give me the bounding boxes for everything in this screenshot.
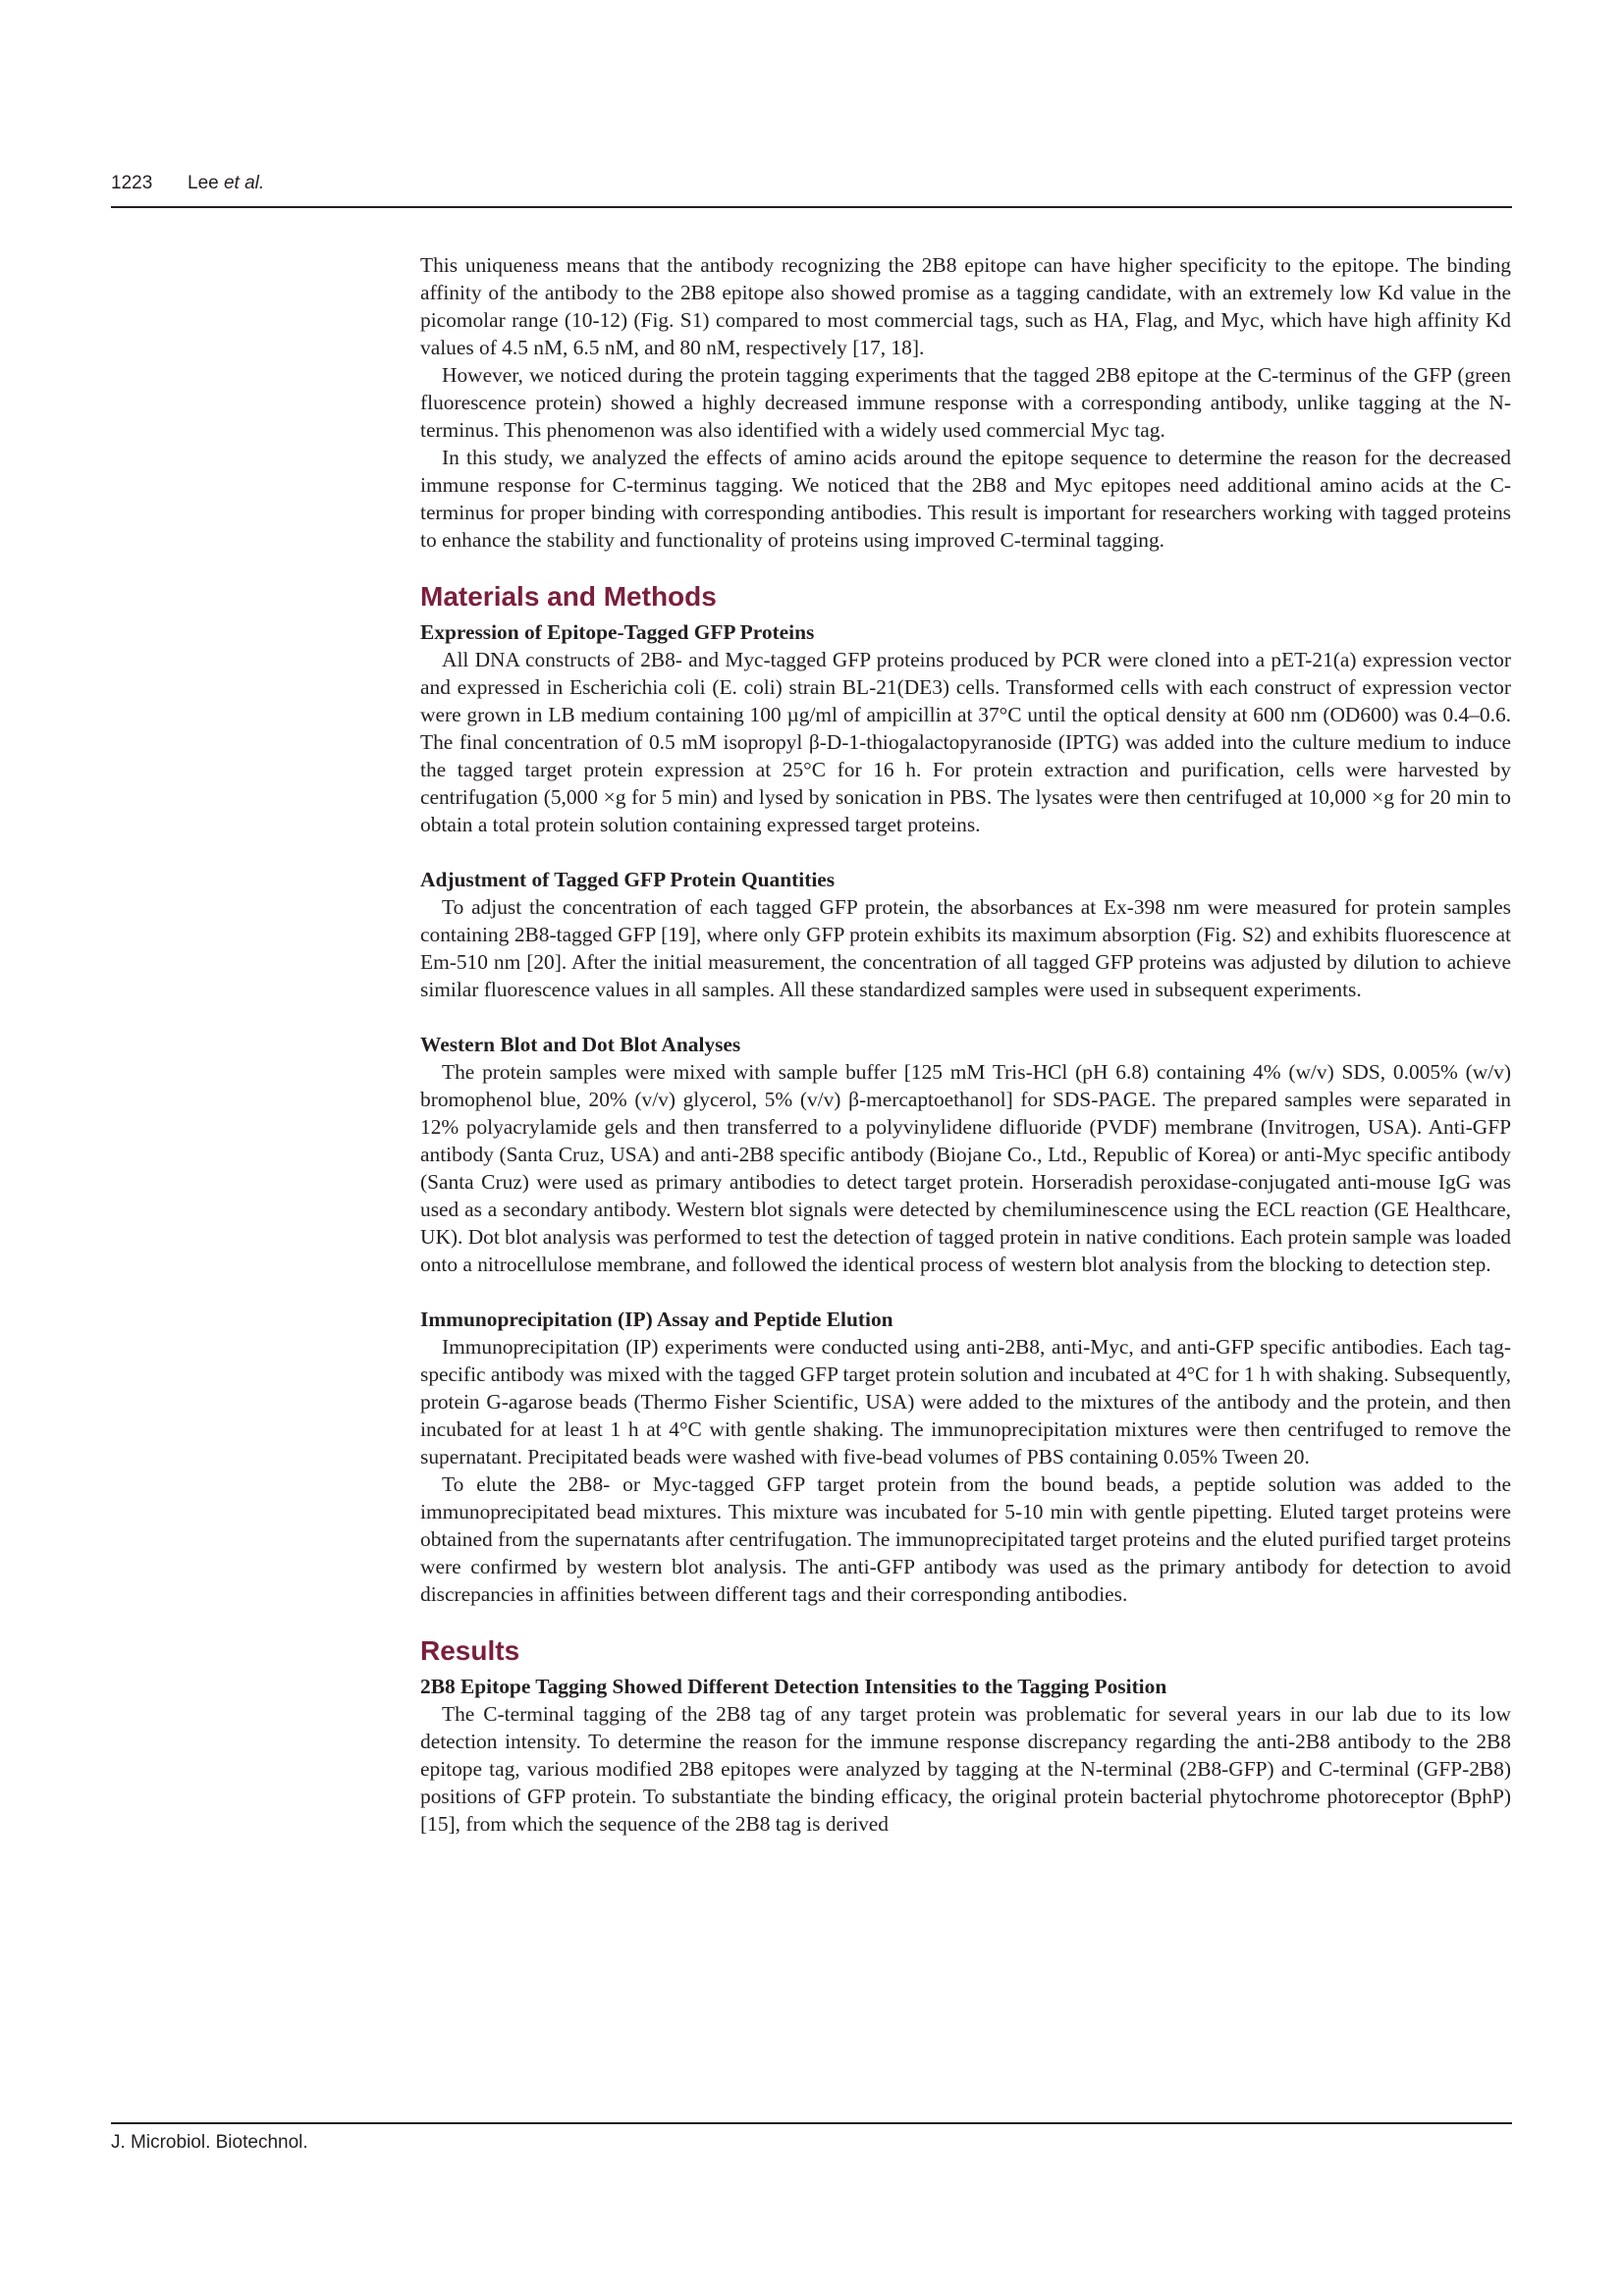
methods-ip-paragraph-2: To elute the 2B8- or Myc-tagged GFP target protein from the bound beads, a peptide solution was added to the immunoprecipitated bead mixtures. This mixture was incubated for 5-10 min with gentle pipetting. Eluted target proteins were obtained from the supernatants after centrifugation. The immunoprecipitated target proteins and the eluted purified target proteins were confirmed by western blot analysis. The anti-GFP antibody was used as the primary antibody for detection to avoid discrepancies in affinities between different tags and their corresponding antibodies. (420, 1472, 1511, 1606)
results-paragraph-1: The C-terminal tagging of the 2B8 tag of any target protein was problematic for several years in our lab due to its low detection intensity. To determine the reason for the immune response discrepancy regarding the anti-2B8 antibody to the 2B8 epitope tag, various modified 2B8 epitopes were analyzed by tagging at the N-terminal (2B8-GFP) and C-terminal (GFP-2B8) positions of GFP protein. To substantiate the binding efficacy, the original protein bacterial phytochrome photoreceptor (BphP) [15], from which the sequence of the 2B8 tag is derived (420, 1702, 1511, 1836)
intro-paragraph-2: However, we noticed during the protein tagging experiments that the tagged 2B8 epitope at the C-terminus of the GFP (green fluorescence protein) showed a highly decreased immune response with a corresponding antibody, unlike tagging at the N-terminus. This phenomenon was also identified with a widely used commercial Myc tag. (420, 363, 1511, 442)
methods-blot-paragraph: The protein samples were mixed with sample buffer [125 mM Tris-HCl (pH 6.8) containing 4% (w/v) SDS, 0.005% (w/v) bromophenol blue, 20% (v/v) glycerol, 5% (v/v) β-mercaptoethanol] for SDS-PAGE. The prepared samples were separated in 12% polyacrylamide gels and then transferred to a polyvinylidene difluoride (PVDF) membrane (Invitrogen, USA). Anti-GFP antibody (Santa Cruz, USA) and anti-2B8 specific antibody (Biojane Co., Ltd., Republic of Korea) or anti-Myc specific antibody (Santa Cruz) were used as primary antibodies to detect target protein. Horseradish peroxidase-conjugated anti-mouse IgG was used as a secondary antibody. Western blot signals were detected by chemiluminescence using the ECL reaction (GE Healthcare, UK). Dot blot analysis was performed to test the detection of tagged protein in native conditions. Each protein sample was loaded onto a nitrocellulose membrane, and followed the identical process of western blot analysis from the blocking to detection step. (420, 1060, 1511, 1276)
spacer (420, 838, 1511, 866)
subsection-title-blot: Western Blot and Dot Blot Analyses (420, 1033, 741, 1056)
section-title-methods: Materials and Methods (420, 581, 717, 612)
intro-paragraph-1: This uniqueness means that the antibody recognizing the 2B8 epitope can have higher specificity to the epitope. The binding affinity of the antibody to the 2B8 epitope also showed promise as a tagging candidate, with an extremely low Kd value in the picomolar range (10-12) (Fig. S1) compared to most commercial tags, such as HA, Flag, and Myc, which have high affinity Kd values of 4.5 nM, 6.5 nM, and 80 nM, respectively [17, 18]. (420, 253, 1511, 359)
journal-footer: J. Microbiol. Biotechnol. (111, 2132, 308, 2153)
subsection-title-results-2b8: 2B8 Epitope Tagging Showed Different Detection Intensities to the Tagging Position (420, 1675, 1167, 1698)
spacer (420, 1003, 1511, 1031)
section-title-results: Results (420, 1635, 520, 1666)
methods-expression-paragraph: All DNA constructs of 2B8- and Myc-tagged GFP proteins produced by PCR were cloned into a pET-21(a) expression vector and expressed in Escherichia coli (E. coli) strain BL-21(DE3) cells. Transformed cells with each construct of expression vector were grown in LB medium containing 100 µg/ml of ampicillin at 37°C until the optical density at 600 nm (OD600) was 0.4–0.6. The final concentration of 0.5 mM isopropyl β-D-1-thiogalactopyranoside (IPTG) was added into the culture medium to induce the tagged target protein expression at 25°C for 16 h. For protein extraction and purification, cells were harvested by centrifugation (5,000 ×g for 5 min) and lysed by sonication in PBS. The lysates were then centrifuged at 10,000 ×g for 20 min to obtain a total protein solution containing expressed target proteins. (420, 648, 1511, 836)
author-etal: et al. (223, 173, 265, 193)
running-header (111, 173, 1512, 208)
article-body (420, 251, 1511, 1838)
running-head-authors (188, 173, 264, 194)
header-rule (111, 206, 1512, 208)
footer-rule (111, 2122, 1512, 2124)
author-name: Lee (188, 173, 224, 193)
methods-adjustment-paragraph: To adjust the concentration of each tagged GFP protein, the absorbances at Ex-398 nm were measured for protein samples containing 2B8-tagged GFP [19], where only GFP protein exhibits its maximum absorption (Fig. S2) and exhibits fluorescence at Em-510 nm [20]. After the initial measurement, the concentration of all tagged GFP proteins was adjusted by dilution to achieve similar fluorescence values in all samples. All these standardized samples were used in subsequent experiments. (420, 895, 1511, 1001)
subsection-title-adjustment: Adjustment of Tagged GFP Protein Quantities (420, 868, 836, 891)
methods-ip-paragraph-1: Immunoprecipitation (IP) experiments were conducted using anti-2B8, anti-Myc, and anti-GFP specific antibodies. Each tag-specific antibody was mixed with the tagged GFP target protein solution and incubated at 4°C for 1 h with shaking. Subsequently, protein G-agarose beads (Thermo Fisher Scientific, USA) were added to the mixtures of the antibody and the protein, and then incubated for at least 1 h at 4°C with gentle shaking. The immunoprecipitation mixtures were then centrifuged to remove the supernatant. Precipitated beads were washed with five-bead volumes of PBS containing 0.05% Tween 20. (420, 1335, 1511, 1468)
intro-paragraph-3: In this study, we analyzed the effects of amino acids around the epitope sequence to determine the reason for the decreased immune response for C-terminus tagging. We noticed that the 2B8 and Myc epitopes need additional amino acids at the C-terminus for proper binding with corresponding antibodies. This result is important for researchers working with tagged proteins to enhance the stability and functionality of proteins using improved C-terminal tagging. (420, 446, 1511, 552)
spacer (420, 1278, 1511, 1306)
page-number: 1223 (111, 173, 153, 193)
subsection-title-expression: Expression of Epitope-Tagged GFP Proteins (420, 620, 815, 644)
subsection-title-ip: Immunoprecipitation (IP) Assay and Peptide Elution (420, 1308, 893, 1331)
